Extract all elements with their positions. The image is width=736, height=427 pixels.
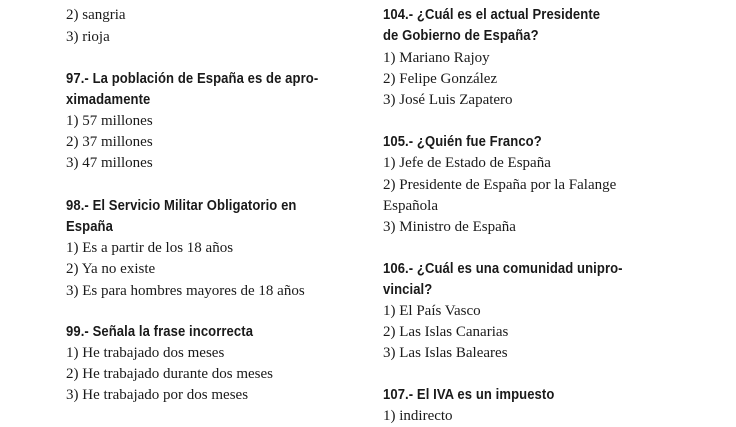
option-99-2: 2) He trabajado durante dos meses xyxy=(66,366,274,382)
option-99-3: 3) He trabajado por dos meses xyxy=(66,387,249,403)
option-97-1: 1) 57 millones xyxy=(66,113,153,129)
option-98-1: 1) Es a partir de los 18 años xyxy=(66,240,234,256)
option-104-1: 1) Mariano Rajoy xyxy=(383,50,490,66)
option-98-2: 2) Ya no existe xyxy=(66,261,156,277)
option-105-2: 2) Presidente de España por la Falange xyxy=(383,177,617,193)
option-104-2: 2) Felipe González xyxy=(383,71,498,87)
option-105-1: 1) Jefe de Estado de España xyxy=(383,155,551,171)
option-106-2: 2) Las Islas Canarias xyxy=(383,324,509,340)
question-104-text-line-1: 104.- ¿Cuál es el actual Presidente xyxy=(383,7,601,23)
option-105-3: 3) Ministro de España xyxy=(383,219,516,235)
question-97-text-line-2: ximadamente xyxy=(66,92,151,108)
option-104-3: 3) José Luis Zapatero xyxy=(383,92,513,108)
option-97-3: 3) 47 millones xyxy=(66,155,153,171)
question-99-text-line-1: 99.- Señala la frase incorrecta xyxy=(66,324,254,340)
question-107-text-line-1: 107.- El IVA es un impuesto xyxy=(383,387,555,403)
option-96-3: 3) rioja xyxy=(66,29,110,45)
option-99-1: 1) He trabajado dos meses xyxy=(66,345,225,361)
option-97-2: 2) 37 millones xyxy=(66,134,153,150)
option-107-1: 1) indirecto xyxy=(383,408,453,424)
option-105-2-continued: Española xyxy=(383,198,438,214)
option-106-3: 3) Las Islas Baleares xyxy=(383,345,508,361)
question-106-text-line-2: vincial? xyxy=(383,282,433,298)
option-107-1-clipped xyxy=(383,406,463,424)
option-96-2: 2) sangria xyxy=(66,7,126,23)
question-106-text-line-1: 106.- ¿Cuál es una comunidad unipro- xyxy=(383,261,623,277)
question-97-text-line-1: 97.- La población de España es de apro- xyxy=(66,71,319,87)
question-104-text-line-2: de Gobierno de España? xyxy=(383,28,539,44)
option-98-3: 3) Es para hombres mayores de 18 años xyxy=(66,283,305,299)
question-98-text-line-2: España xyxy=(66,219,113,235)
question-98-text-line-1: 98.- El Servicio Militar Obligatorio en xyxy=(66,198,297,214)
question-105-text-line-1: 105.- ¿Quién fue Franco? xyxy=(383,134,542,150)
option-106-1: 1) El País Vasco xyxy=(383,303,481,319)
